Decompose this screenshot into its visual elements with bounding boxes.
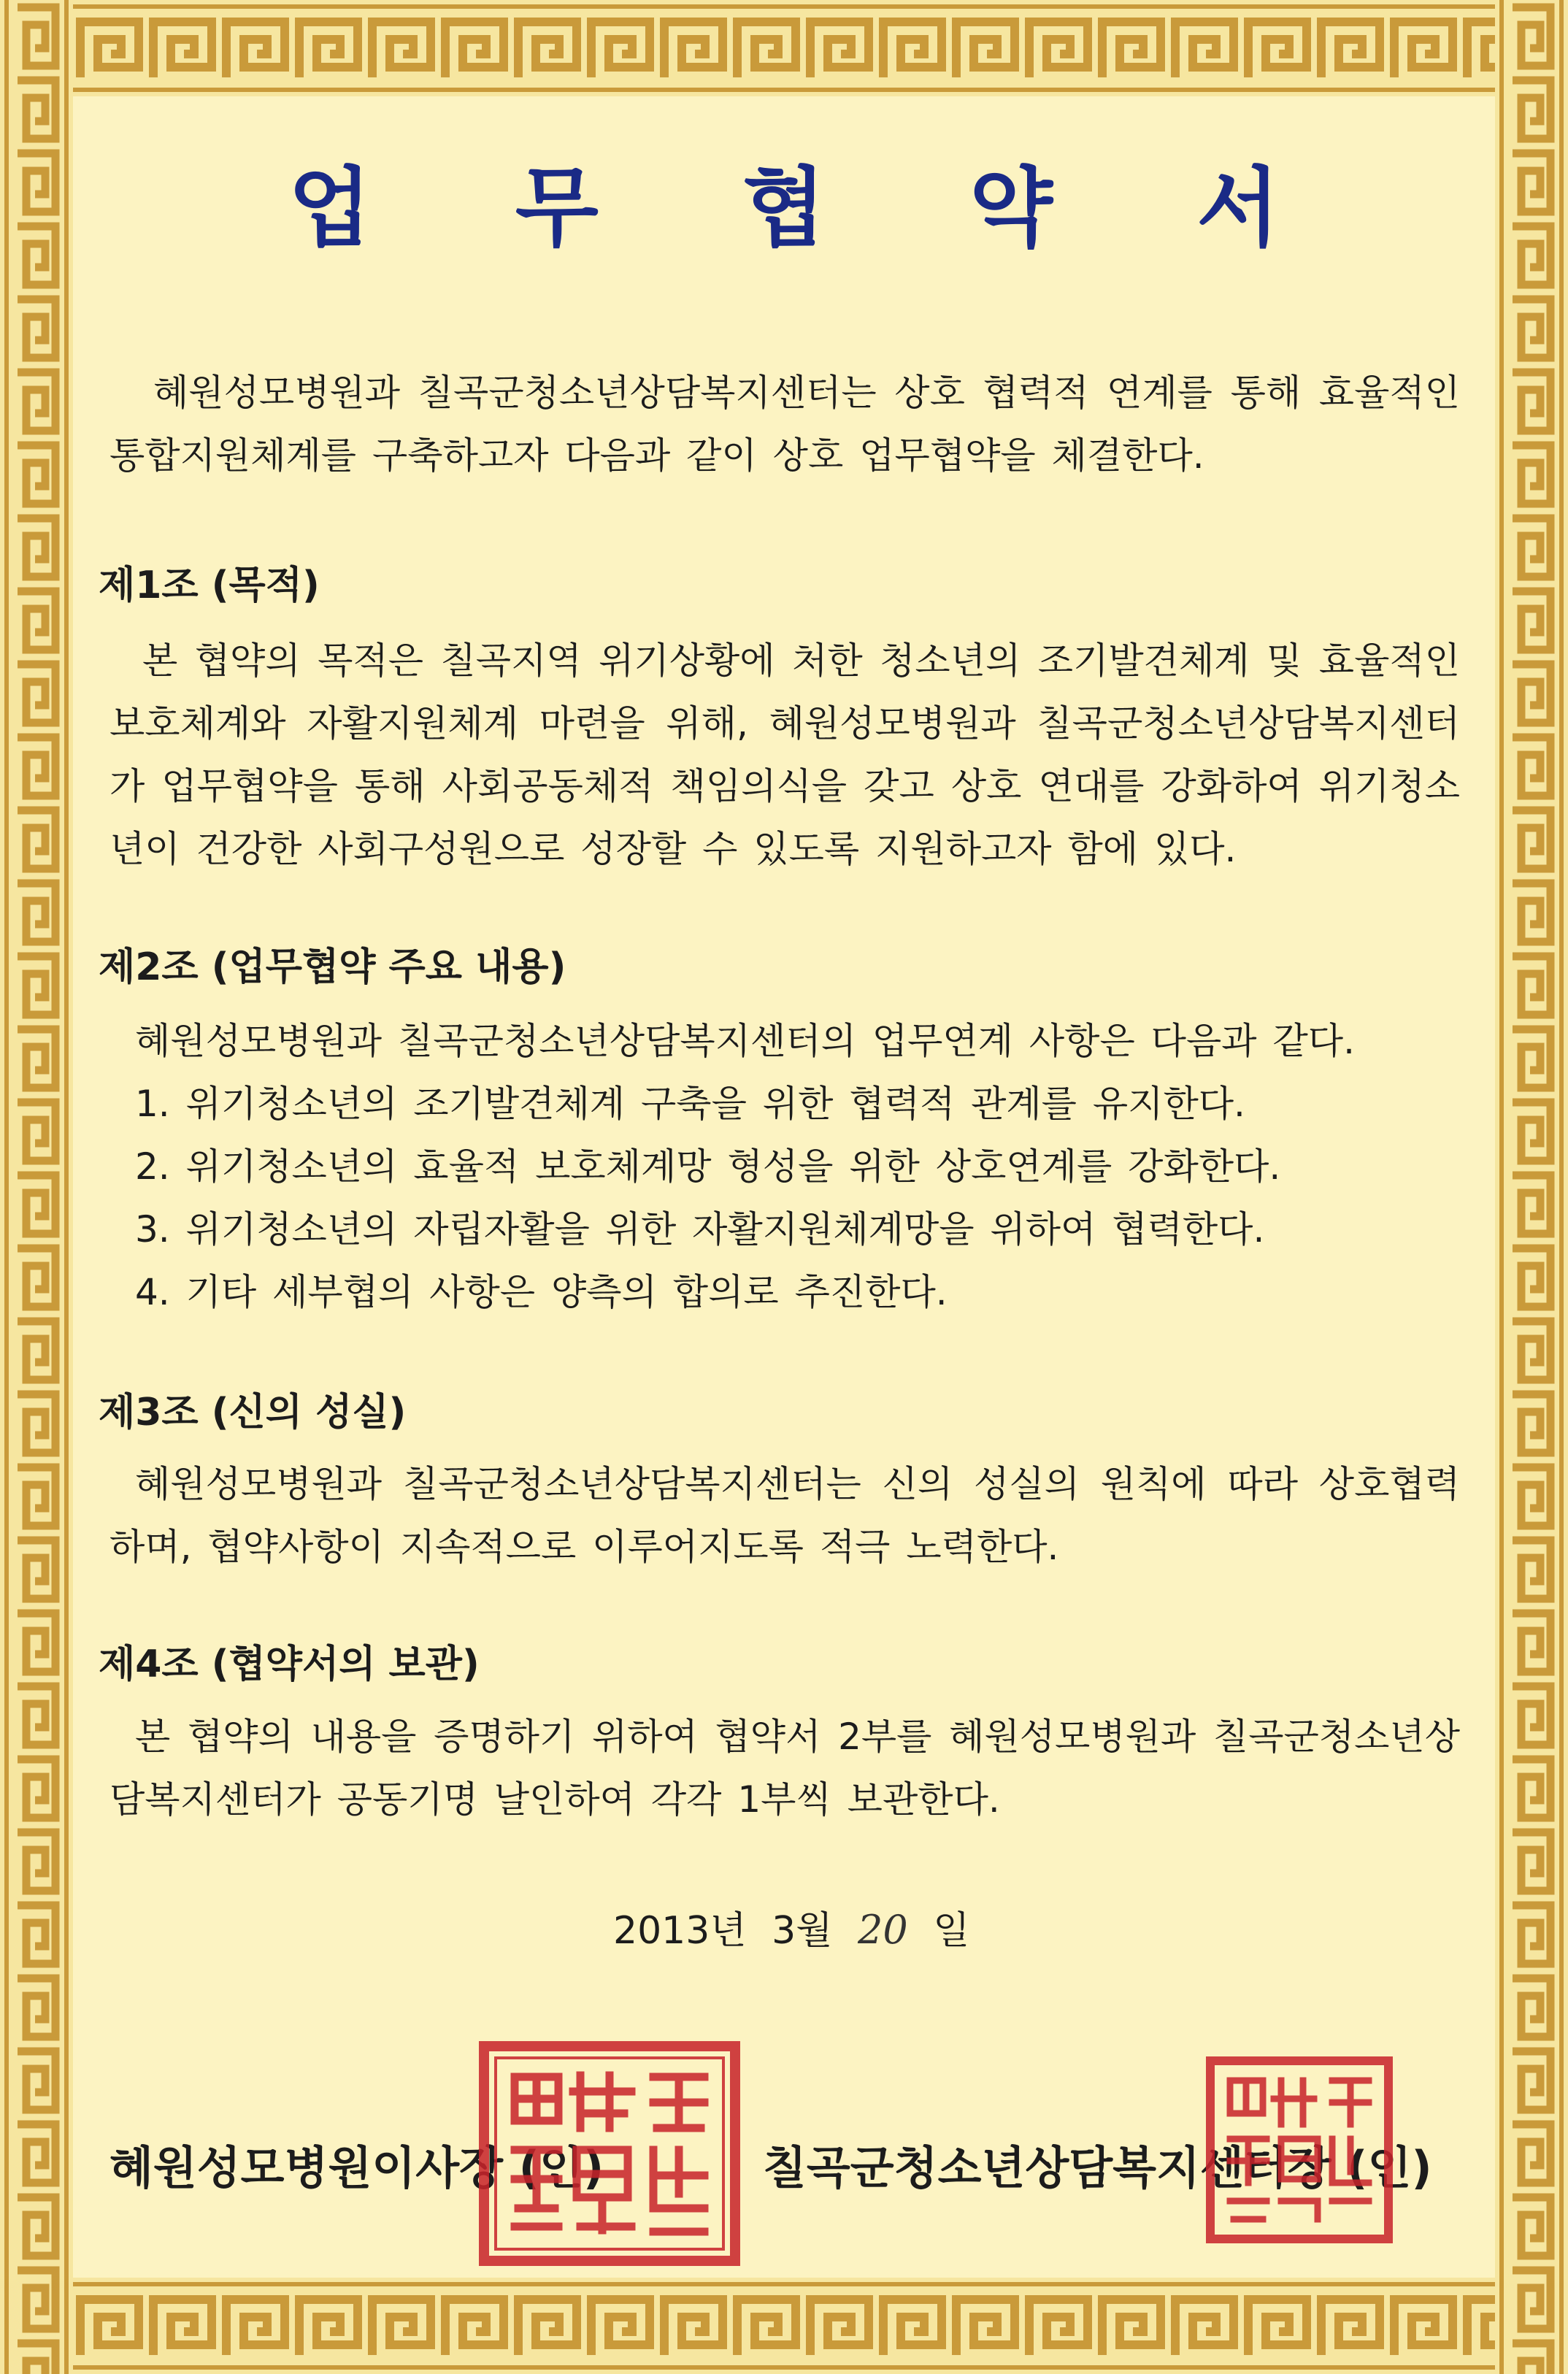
article-2-heading: 제2조 (업무협약 주요 내용)	[99, 945, 566, 989]
document-title: 업 무 협 약 서	[288, 157, 1337, 258]
article-3-heading: 제3조 (신의 성실)	[99, 1391, 407, 1434]
border-bottom	[0, 2278, 1568, 2374]
article-2-lead: 혜원성모병원과 칠곡군청소년상담복지센터의 업무연계 사항은 다음과 같다.	[135, 1020, 1355, 1062]
date-day-suffix: 일	[933, 1909, 970, 1953]
article-2-body	[135, 1010, 1449, 1324]
border-left	[0, 0, 73, 2374]
article-2-item-1: 1. 위기청소년의 조기발견체계 구축을 위한 협력적 관계를 유지한다.	[135, 1083, 1245, 1125]
agreement-date	[613, 1899, 969, 1954]
border-top	[0, 0, 1568, 96]
article-4-heading: 제4조 (협약서의 보관)	[99, 1643, 480, 1686]
article-4-text: 본 협약의 내용을 증명하기 위하여 협약서 2부를 혜원성모병원과 칠곡군청소년상담복지센터가 공동기명 날인하여 각각 1부씩 보관한다.	[109, 1716, 1460, 1821]
article-2-item-4: 4. 기타 세부협의 사항은 양측의 합의로 추진한다.	[135, 1271, 948, 1313]
date-month: 3월	[772, 1909, 833, 1953]
hospital-seal-stamp	[478, 2040, 741, 2270]
article-3-text: 혜원성모병원과 칠곡군청소년상담복지센터는 신의 성실의 원칙에 따라 상호협력하며, 협약사항이 지속적으로 이루어지도록 적극 노력한다.	[109, 1463, 1460, 1568]
signature-center-director: 칠곡군청소년상담복지센터장 (인)	[763, 2141, 1432, 2194]
article-2-item-2: 2. 위기청소년의 효율적 보호체계망 형성을 위한 상호연계를 강화한다.	[135, 1145, 1281, 1188]
date-year: 2013년	[613, 1909, 747, 1953]
center-seal-stamp	[1204, 2055, 1394, 2248]
article-1-text: 본 협약의 목적은 칠곡지역 위기상황에 처한 청소년의 조기발견체계 및 효율적인 보호체계와 자활지원체계 마련을 위해, 혜원성모병원과 칠곡군청소년상담복지센터가 업무협약을 통해 사회공동체적 책임의식을 갖고 상호 연대를 강화하여 위기청소년이 건강한 사회구성원으로 성장할 수 있도록 지원하고자 함에 있다.	[109, 639, 1460, 870]
date-day-handwritten: 20	[857, 1907, 908, 1953]
article-1-heading: 제1조 (목적)	[99, 564, 320, 607]
article-2-item-3: 3. 위기청소년의 자립자활을 위한 자활지원체계망을 위하여 협력한다.	[135, 1208, 1265, 1251]
border-right	[1495, 0, 1568, 2374]
intro-paragraph: 혜원성모병원과 칠곡군청소년상담복지센터는 상호 협력적 연계를 통해 효율적인 통합지원체계를 구축하고자 다음과 같이 상호 업무협약을 체결한다.	[109, 372, 1460, 477]
signature-hospital-chair: 혜원성모병원이사장 (인)	[109, 2141, 604, 2194]
